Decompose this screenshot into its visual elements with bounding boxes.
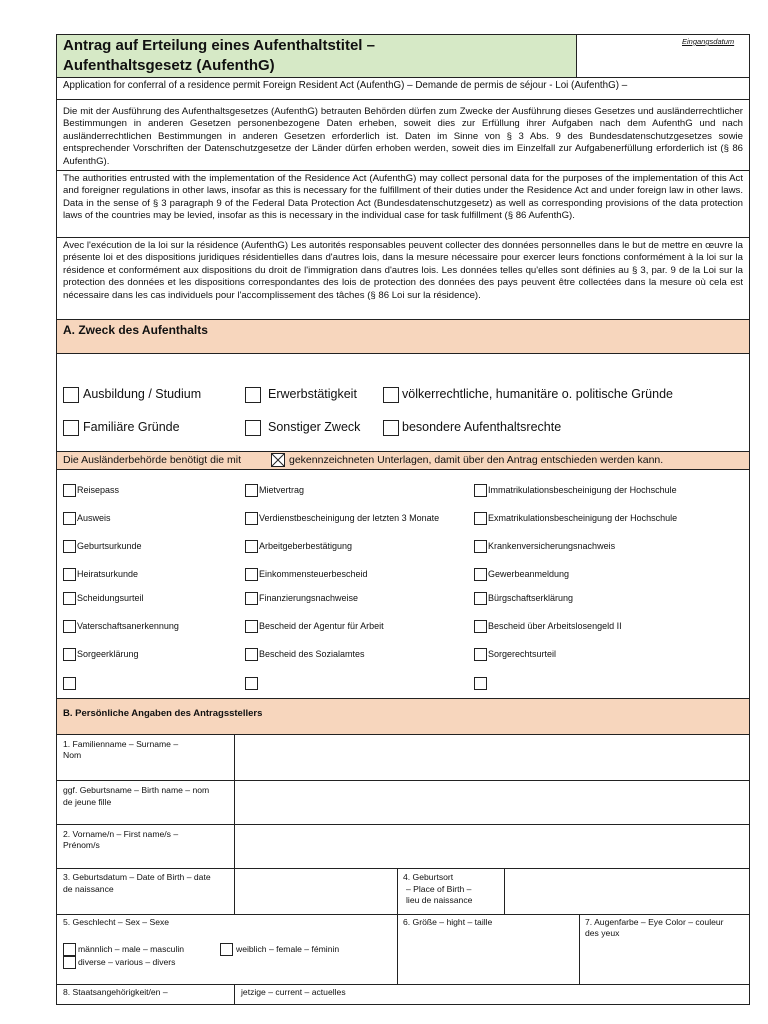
privacy-text-en: The authorities entrusted with the implementation of the Residence Act (AufenthG) may collect personal data for the purposes of the implementation of this Act and foreigner regulations in other laws, insofar as this is necessary for the fulfillment of their duties under the Residence Act and under foreign law in other laws. Data in the sense of § 3 paragraph 9 of the Federal Data Protection Act (Bundesdatenschutzgesetz) as well as corresponding provisions of the data protection laws of the countries may be levied, insofar as this is necessary in the individual case for task fulfillment (§ 86 AufenthG). [56, 171, 750, 238]
geburtsort-label-1: 4. Geburtsort [403, 872, 454, 882]
geburtsname-label-1: ggf. Geburtsname – Birth name – nom [63, 785, 210, 795]
purpose-sonstig-checkbox[interactable] [245, 420, 261, 436]
section-b-title: B. Persönliche Angaben des Antragsstellers [63, 708, 263, 719]
document-checkbox[interactable] [63, 568, 76, 581]
geburt-divider-2 [397, 869, 398, 915]
document-label: Krankenversicherungsnachweis [488, 541, 616, 551]
purpose-sonstig-label: Sonstiger Zweck [268, 420, 361, 434]
geburtsort-label-3: lieu de naissance [406, 895, 473, 905]
document-checkbox[interactable] [245, 648, 258, 661]
privacy-text-fr: Avec l'exécution de la loi sur la résidence (AufenthG) Les autorités responsables peuvent collecter des données personnelles dans le but de mettre en œuvre la présente loi et des dispositions juridiques résidentielles dans d'autres lois, dans la mesure nécessaire pour exercer leurs fonctions conformément à la loi sur la résidence et conformément aux dispositions du droit de l'immigration dans d'autres lois. Les données telles qu'elles sont définies au § 3, par. 9 de la Loi sur la protection des données et les dispositions correspondantes des lois de protection des données des pays peuvent être collectées dans la mesure où cela est nécessaire dans les cas individuels pour l'accomplissement des tâches (§ 86 Loi sur la résidence). [56, 238, 750, 320]
document-checkbox[interactable] [63, 677, 76, 690]
document-checkbox[interactable] [245, 484, 258, 497]
document-checkbox[interactable] [245, 540, 258, 553]
document-checkbox[interactable] [63, 620, 76, 633]
document-checkbox[interactable] [474, 677, 487, 690]
purpose-ausbildung-checkbox[interactable] [63, 387, 79, 403]
geburtsdatum-label-2: de naissance [63, 884, 114, 894]
document-checkbox[interactable] [474, 512, 487, 525]
vorname-label-1: 2. Vorname/n – First name/s – [63, 829, 179, 839]
familienname-divider [234, 735, 235, 781]
document-checkbox[interactable] [474, 568, 487, 581]
document-label: Sorgerechtsurteil [488, 649, 557, 659]
vorname-input[interactable] [236, 826, 749, 868]
document-label: Bescheid des Sozialamtes [259, 649, 365, 659]
purpose-voelker-label: völkerrechtliche, humanitäre o. politische Gründe [402, 387, 673, 401]
document-checkbox[interactable] [245, 592, 258, 605]
document-checkbox[interactable] [245, 620, 258, 633]
form-title-line2: Aufenthaltsgesetz (AufenthG) [63, 57, 275, 74]
document-label: Exmatrikulationsbescheinigung der Hochschule [488, 513, 678, 523]
geburtsort-input[interactable] [506, 870, 749, 914]
document-label: Bescheid der Agentur für Arbeit [259, 621, 384, 631]
document-checkbox[interactable] [63, 540, 76, 553]
groesse-label: 6. Größe – hight – taille [403, 917, 493, 927]
form-title-line1: Antrag auf Erteilung eines Aufenthaltstitel – [63, 37, 375, 54]
document-label: Arbeitgeberbestätigung [259, 541, 353, 551]
purpose-besondere-checkbox[interactable] [383, 420, 399, 436]
document-checkbox[interactable] [63, 592, 76, 605]
geschlecht-maennlich-label: männlich – male – masculin [78, 944, 185, 954]
merkmale-divider-2 [579, 915, 580, 985]
geburtsdatum-label-1: 3. Geburtsdatum – Date of Birth – date [63, 872, 211, 882]
crossed-box-icon [271, 453, 285, 467]
vorname-divider [234, 825, 235, 869]
purpose-familie-label: Familiäre Gründe [83, 420, 180, 434]
eingangsdatum-label: Eingangsdatum [682, 37, 735, 46]
document-label: Vaterschaftsanerkennung [77, 621, 179, 631]
document-checkbox[interactable] [245, 512, 258, 525]
document-checkbox[interactable] [474, 620, 487, 633]
privacy-text-de: Die mit der Ausführung des Aufenthaltsgesetzes (AufenthG) betrauten Behörden dürfen zum Zwecke der Ausführung dieses Gesetzes und ausländerrechtlicher Bestimmungen in anderen Gesetzen personenbezogene Daten erheben, soweit dies zur Erfüllung ihrer Aufgaben nach dem AufenthG und nach ausländerrechtlichen Bestimmungen in anderen Gesetzen erforderlich ist. Daten im Sinne von § 3 Abs. 9 des Bundesdatenschutzgesetzes sowie entsprechender Vorschriften der Datenschutzgesetze der Länder dürfen erhoben werden, soweit dies im Einzelfall zur Aufgabenerfüllung erforderlich ist (§ 86 AufenthG). [56, 100, 750, 171]
document-checkbox[interactable] [474, 592, 487, 605]
staatsangehoerigkeit-divider [234, 985, 235, 1005]
document-label: Mietvertrag [259, 485, 305, 495]
familienname-label-1: 1. Familienname – Surname – [63, 739, 179, 749]
documents-notice-before: Die Ausländerbehörde benötigt die mit [63, 454, 242, 466]
document-checkbox[interactable] [63, 512, 76, 525]
geburtsort-label-2: – Place of Birth – [406, 884, 472, 894]
document-label: Bürgschaftserklärung [488, 593, 574, 603]
staatsangehoerigkeit-label: 8. Staatsangehörigkeit/en – [63, 987, 168, 997]
document-label: Reisepass [77, 485, 120, 495]
geschlecht-divers-label: diverse – various – divers [78, 957, 176, 967]
geburtsdatum-input[interactable] [236, 870, 396, 914]
document-label: Finanzierungsnachweise [259, 593, 359, 603]
geburt-divider-1 [234, 869, 235, 915]
purpose-ausbildung-label: Ausbildung / Studium [83, 387, 202, 401]
vorname-label-2: Prénom/s [63, 840, 100, 850]
document-label: Heiratsurkunde [77, 569, 139, 579]
geschlecht-weiblich-label: weiblich – female – féminin [236, 944, 340, 954]
purpose-familie-checkbox[interactable] [63, 420, 79, 436]
documents-notice-after: gekennzeichneten Unterlagen, damit über den Antrag entschieden werden kann. [289, 454, 664, 466]
geburtsname-input[interactable] [236, 782, 749, 824]
familienname-label-2: Nom [63, 750, 82, 760]
document-label: Gewerbeanmeldung [488, 569, 570, 579]
document-checkbox[interactable] [63, 484, 76, 497]
form-subtitle: Application for conferral of a residence permit Foreign Resident Act (AufenthG) – Demande de permis de séjour - Loi (AufenthG) – [63, 80, 628, 91]
document-label: Immatrikulationsbescheinigung der Hochschule [488, 485, 677, 495]
geburt-divider-3 [504, 869, 505, 915]
document-label: Scheidungsurteil [77, 593, 144, 603]
purpose-erwerb-checkbox[interactable] [245, 387, 261, 403]
groesse-input[interactable] [399, 930, 577, 984]
augenfarbe-label-2: des yeux [585, 928, 620, 938]
purpose-besondere-label: besondere Aufenthaltsrechte [402, 420, 562, 434]
geschlecht-maennlich-checkbox[interactable] [63, 943, 76, 956]
section-a-title: A. Zweck des Aufenthalts [63, 323, 208, 337]
document-checkbox[interactable] [245, 568, 258, 581]
document-label: Verdienstbescheinigung der letzten 3 Monate [259, 513, 440, 523]
document-checkbox[interactable] [474, 540, 487, 553]
document-label: Geburtsurkunde [77, 541, 142, 551]
augenfarbe-label-1: 7. Augenfarbe – Eye Color – couleur [585, 917, 724, 927]
jetzige-label: jetzige – current – actuelles [241, 987, 346, 997]
geschlecht-label: 5. Geschlecht – Sex – Sexe [63, 917, 170, 927]
familienname-input[interactable] [236, 736, 749, 780]
document-label: Sorgeerklärung [77, 649, 139, 659]
merkmale-divider-1 [397, 915, 398, 985]
geschlecht-divers-checkbox[interactable] [63, 956, 76, 969]
geschlecht-weiblich-checkbox[interactable] [220, 943, 233, 956]
document-checkbox[interactable] [245, 677, 258, 690]
document-checkbox[interactable] [474, 484, 487, 497]
section-a-body [56, 354, 750, 699]
document-label: Bescheid über Arbeitslosengeld II [488, 621, 622, 631]
document-checkbox[interactable] [474, 648, 487, 661]
purpose-erwerb-label: Erwerbstätigkeit [268, 387, 357, 401]
document-label: Ausweis [77, 513, 111, 523]
document-label: Einkommensteuerbescheid [259, 569, 368, 579]
augenfarbe-input[interactable] [581, 942, 749, 984]
purpose-voelker-checkbox[interactable] [383, 387, 399, 403]
geburtsname-label-2: de jeune fille [63, 797, 112, 807]
document-checkbox[interactable] [63, 648, 76, 661]
geburtsname-divider [234, 781, 235, 825]
